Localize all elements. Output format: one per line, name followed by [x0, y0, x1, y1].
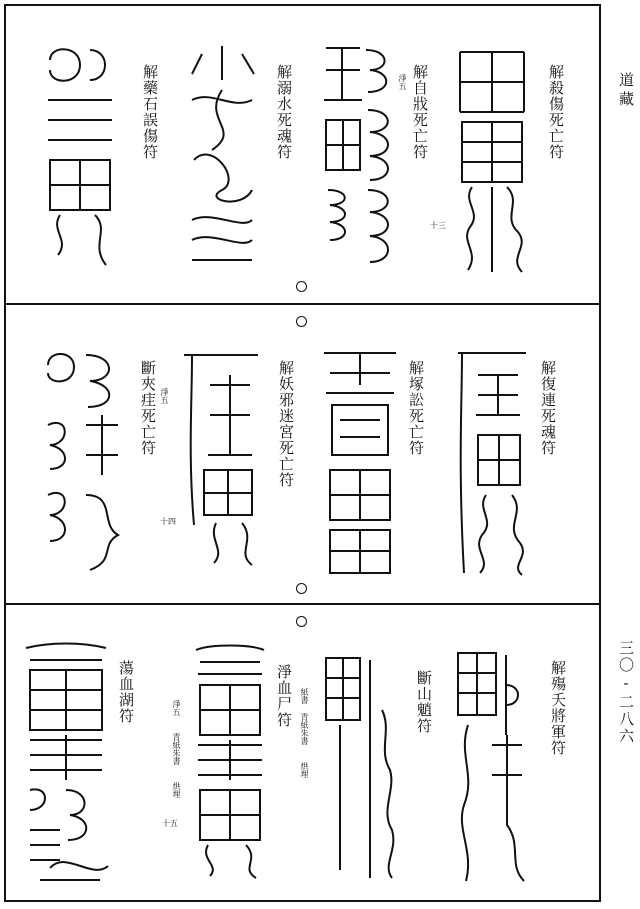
- sequence-number: 十四: [160, 517, 176, 526]
- talisman-note: 淨五: [160, 388, 169, 404]
- talisman-title: 解藥石誤傷符: [141, 64, 159, 160]
- talisman-title: 解自戕死亡符: [411, 64, 429, 160]
- talisman-title: 蕩血湖符: [117, 660, 135, 724]
- talisman-title: 解溺水死魂符: [275, 64, 293, 160]
- talisman-glyph: [40, 345, 126, 575]
- talisman-title: 解復連死魂符: [539, 360, 557, 456]
- talisman-glyph: [182, 40, 262, 270]
- talisman-title: 解妖邪迷宮死亡符: [277, 360, 295, 488]
- binding-hole: [296, 281, 307, 292]
- talisman-glyph: [320, 650, 400, 882]
- panel-divider-1: [4, 303, 601, 305]
- sequence-number: 十五: [162, 819, 178, 828]
- panel-divider-2: [4, 603, 601, 605]
- talisman-note: 紙書 青紙朱書 烘埋: [300, 688, 309, 778]
- sequence-number: 十三: [430, 221, 446, 230]
- talisman-title: 淨血尸符: [275, 664, 293, 728]
- talisman-glyph: [190, 640, 270, 880]
- talisman-title: 斷夾疰死亡符: [139, 360, 157, 456]
- talisman-title: 解塚訟死亡符: [407, 360, 425, 456]
- book-title: 道藏: [617, 72, 635, 110]
- talisman-glyph: [20, 640, 112, 885]
- binding-hole: [296, 616, 307, 627]
- talisman-note: 淨五: [398, 74, 407, 90]
- binding-hole: [296, 316, 307, 327]
- binding-hole: [296, 583, 307, 594]
- talisman-glyph: [320, 345, 400, 577]
- talisman-title: 解殤夭將軍符: [549, 660, 567, 756]
- talisman-glyph: [452, 42, 532, 277]
- talisman-title: 斷山魈符: [415, 670, 433, 734]
- talisman-note: 淨五 青紙朱書 烘埋: [172, 700, 181, 798]
- talisman-glyph: [40, 40, 120, 272]
- talisman-glyph: [452, 345, 532, 577]
- talisman-glyph: [320, 40, 400, 270]
- talisman-glyph: [452, 645, 532, 885]
- page-number: 三〇-二八六: [617, 640, 635, 745]
- talisman-title: 解殺傷死亡符: [547, 64, 565, 160]
- talisman-glyph: [180, 345, 262, 567]
